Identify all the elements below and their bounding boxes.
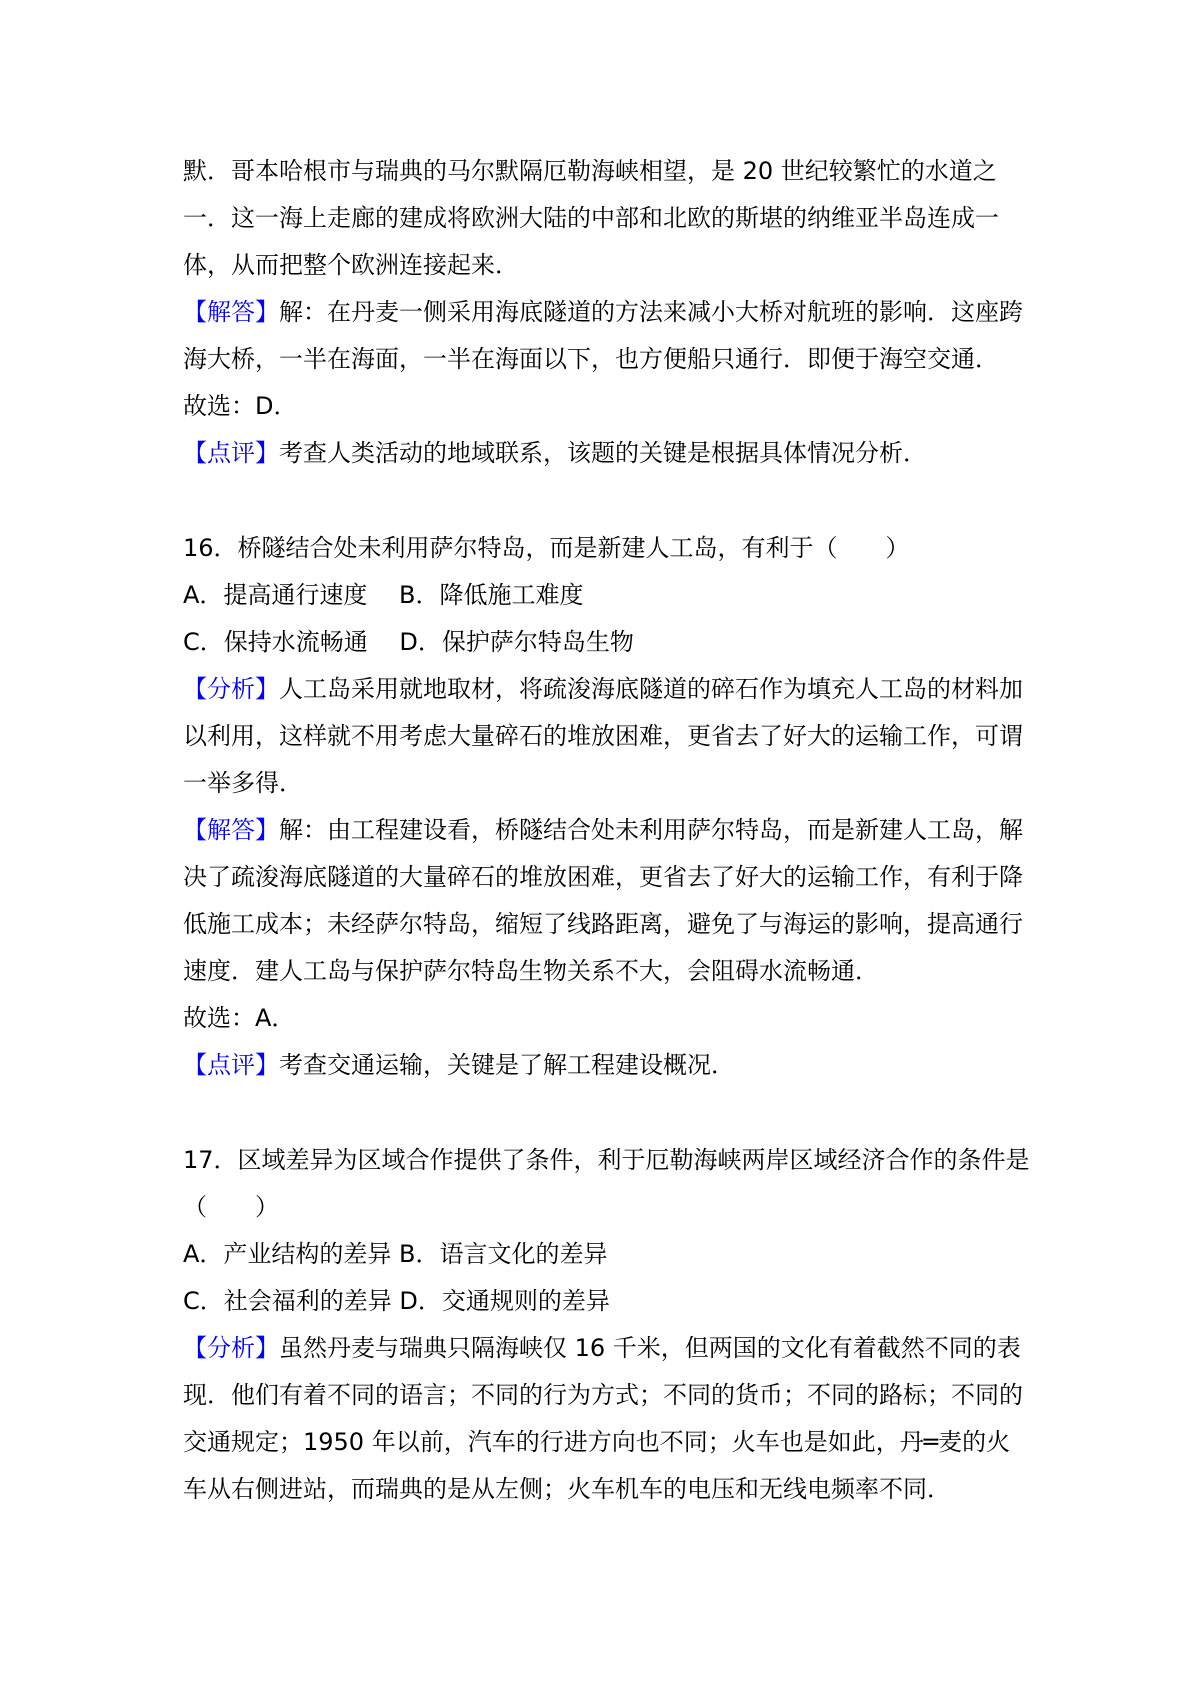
analysis-tag: 【分析】 xyxy=(183,675,279,703)
comment-tag: 【点评】 xyxy=(183,439,279,467)
section-gap xyxy=(183,1089,1028,1137)
analysis-line: 默．哥本哈根市与瑞典的马尔默隔厄勒海峡相望，是 20 世纪较繁忙的水道之 xyxy=(183,157,997,185)
question-16-options-ab: A．提高通行速度 B．降低施工难度 xyxy=(183,581,584,609)
analysis-line xyxy=(183,666,1028,713)
answer-line: 速度．建人工岛与保护萨尔特岛生物关系不大，会阻碍水流畅通． xyxy=(183,957,879,985)
analysis-line: 以利用，这样就不用考虑大量碎石的堆放困难，更省去了好大的运输工作，可谓 xyxy=(183,722,1023,750)
question-17-stem-bracket: （ ） xyxy=(183,1193,279,1221)
question-16-stem: 16．桥隧结合处未利用萨尔特岛，而是新建人工岛，有利于（ ） xyxy=(183,534,910,562)
analysis-text: 虽然丹麦与瑞典只隔海峡仅 16 千米，但两国的文化有着截然不同的表 xyxy=(279,1334,1021,1362)
answer-tag: 【解答】 xyxy=(183,816,279,844)
answer-line xyxy=(183,807,1028,854)
answer-choice-line: 故选：D． xyxy=(183,392,298,420)
analysis-line xyxy=(183,1325,1028,1372)
answer-choice-line: 故选：A． xyxy=(183,1004,296,1032)
answer-line: 决了疏浚海底隧道的大量碎石的堆放困难，更省去了好大的运输工作，有利于降 xyxy=(183,863,1023,891)
comment-tag: 【点评】 xyxy=(183,1051,279,1079)
answer-text: 解：在丹麦一侧采用海底隧道的方法来减小大桥对航班的影响．这座跨 xyxy=(279,298,1023,326)
analysis-line: 体，从而把整个欧洲连接起来． xyxy=(183,251,519,279)
question-17-options-ab: A．产业结构的差异 B．语言文化的差异 xyxy=(183,1240,608,1268)
section-gap xyxy=(183,477,1028,525)
question-16-options-cd: C．保持水流畅通 D．保护萨尔特岛生物 xyxy=(183,628,634,656)
answer-text: 解：由工程建设看，桥隧结合处未利用萨尔特岛，而是新建人工岛，解 xyxy=(279,816,1023,844)
analysis-line: 现．他们有着不同的语言；不同的行为方式；不同的货币；不同的路标；不同的 xyxy=(183,1381,1023,1409)
answer-tag: 【解答】 xyxy=(183,298,279,326)
question-17-stem: 17．区域差异为区域合作提供了条件，利于厄勒海峡两岸区域经济合作的条件是 xyxy=(183,1146,1030,1174)
answer-line xyxy=(183,289,1028,336)
comment-text: 考查人类活动的地域联系，该题的关键是根据具体情况分析． xyxy=(279,439,927,467)
document-content xyxy=(183,148,1028,1513)
question-17-options-cd: C．社会福利的差异 D．交通规则的差异 xyxy=(183,1287,610,1315)
answer-line: 低施工成本；未经萨尔特岛，缩短了线路距离，避免了与海运的影响，提高通行 xyxy=(183,910,1023,938)
analysis-text: 人工岛采用就地取材，将疏浚海底隧道的碎石作为填充人工岛的材料加 xyxy=(279,675,1023,703)
analysis-line: 一举多得． xyxy=(183,769,303,797)
analysis-line: 车从右侧进站，而瑞典的是从左侧；火车机车的电压和无线电频率不同． xyxy=(183,1475,951,1503)
analysis-tag: 【分析】 xyxy=(183,1334,279,1362)
comment-text: 考查交通运输，关键是了解工程建设概况． xyxy=(279,1051,735,1079)
analysis-line: 交通规定；1950 年以前，汽车的行进方向也不同；火车也是如此，丹═麦的火 xyxy=(183,1428,1011,1456)
comment-line xyxy=(183,1042,1028,1089)
answer-line: 海大桥，一半在海面，一半在海面以下，也方便船只通行．即便于海空交通． xyxy=(183,345,999,373)
comment-line xyxy=(183,430,1028,477)
analysis-line: 一．这一海上走廊的建成将欧洲大陆的中部和北欧的斯堪的纳维亚半岛连成一 xyxy=(183,204,999,232)
